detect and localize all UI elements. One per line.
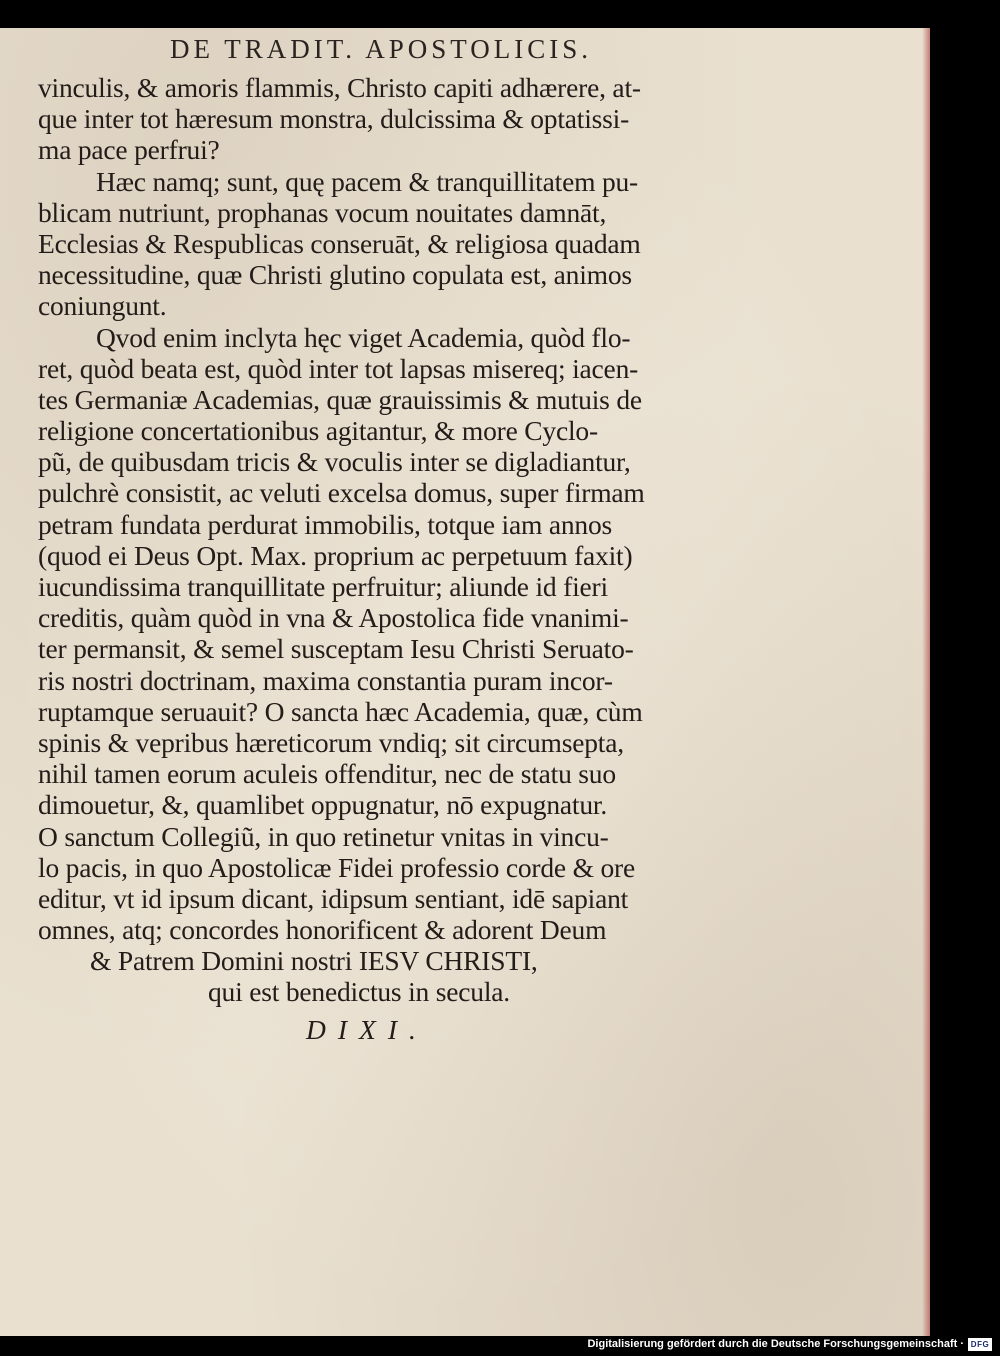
text-line: O sanctum Collegiũ, in quo retinetur vnitas in vincu- [38,820,609,852]
text-line: lo pacis, in quo Apostolicæ Fidei professio corde & ore [38,851,635,883]
text-line: vinculis, & amoris flammis, Christo capiti adhærere, at- [38,72,641,103]
text-line: Ecclesias & Respublicas conseruāt, & religiosa quadam [38,227,641,259]
book-page [0,28,930,1336]
text-line: nihil tamen eorum aculeis offenditur, nec de statu suo [38,758,616,790]
text-line: Qvod enim inclyta hęc viget Academia, quòd flo- [96,321,631,353]
text-line: religione concertationibus agitantur, & more Cyclo- [38,415,598,447]
text-line-dixi: DIXI. [306,1013,428,1045]
text-line: (quod ei Deus Opt. Max. proprium ac perpetuum faxit) [38,539,633,571]
text-line: coniungunt. [38,290,167,322]
text-line-closing: & Patrem Domini nostri IESV CHRISTI, [90,945,538,977]
text-line: editur, vt id ipsum dicant, idipsum sentiant, idē sapiant [38,882,629,914]
running-head: DE TRADIT. APOSTOLICIS. [170,34,593,64]
text-line: ruptamque seruauit? O sancta hæc Academia, quæ, cùm [38,695,643,727]
text-line-closing: qui est benedictus in secula. [208,976,510,1008]
text-line: dimouetur, &, quamlibet oppugnatur, nō expugnatur. [38,789,608,821]
text-line: ma pace perfrui? [38,134,220,166]
text-line: necessitudine, quæ Christi glutino copulata est, animos [38,259,632,291]
text-line: iucundissima tranquillitate perfruitur; aliunde id fieri [38,571,608,602]
text-block [38,72,778,1045]
text-line: que inter tot hæresum monstra, dulcissima & optatissi- [38,103,630,135]
dfg-logo: DFG [968,1338,992,1351]
text-line: spinis & vepribus hæreticorum vndiq; sit circumsepta, [38,726,624,758]
text-line: ter permansit, & semel susceptam Iesu Christi Seruato- [38,633,634,665]
text-line: creditis, quàm quòd in vna & Apostolica fide vnanimi- [38,602,629,634]
footer-credit-text: Digitalisierung gefördert durch die Deutsche Forschungsgemeinschaft · [587,1338,964,1350]
footer-credit [587,1336,992,1352]
text-line: Hæc namq; sunt, quę pacem & tranquillitatem pu- [96,165,638,197]
page-edge [922,28,930,1336]
text-line: ris nostri doctrinam, maxima constantia puram incor- [38,664,613,696]
text-line: pulchrè consistit, ac veluti excelsa domus, super firmam [38,477,645,509]
text-line: ret, quòd beata est, quòd inter tot lapsas misereq; iacen- [38,352,639,384]
text-line: petram fundata perdurat immobilis, totque iam annos [38,508,613,540]
text-line: blicam nutriunt, prophanas vocum nouitates damnāt, [38,196,607,228]
text-line: pũ, de quibusdam tricis & voculis inter se digladiantur, [38,446,631,478]
text-line: omnes, atq; concordes honorificent & adorent Deum [38,914,607,946]
text-line: tes Germaniæ Academias, quæ grauissimis & mutuis de [38,383,642,415]
